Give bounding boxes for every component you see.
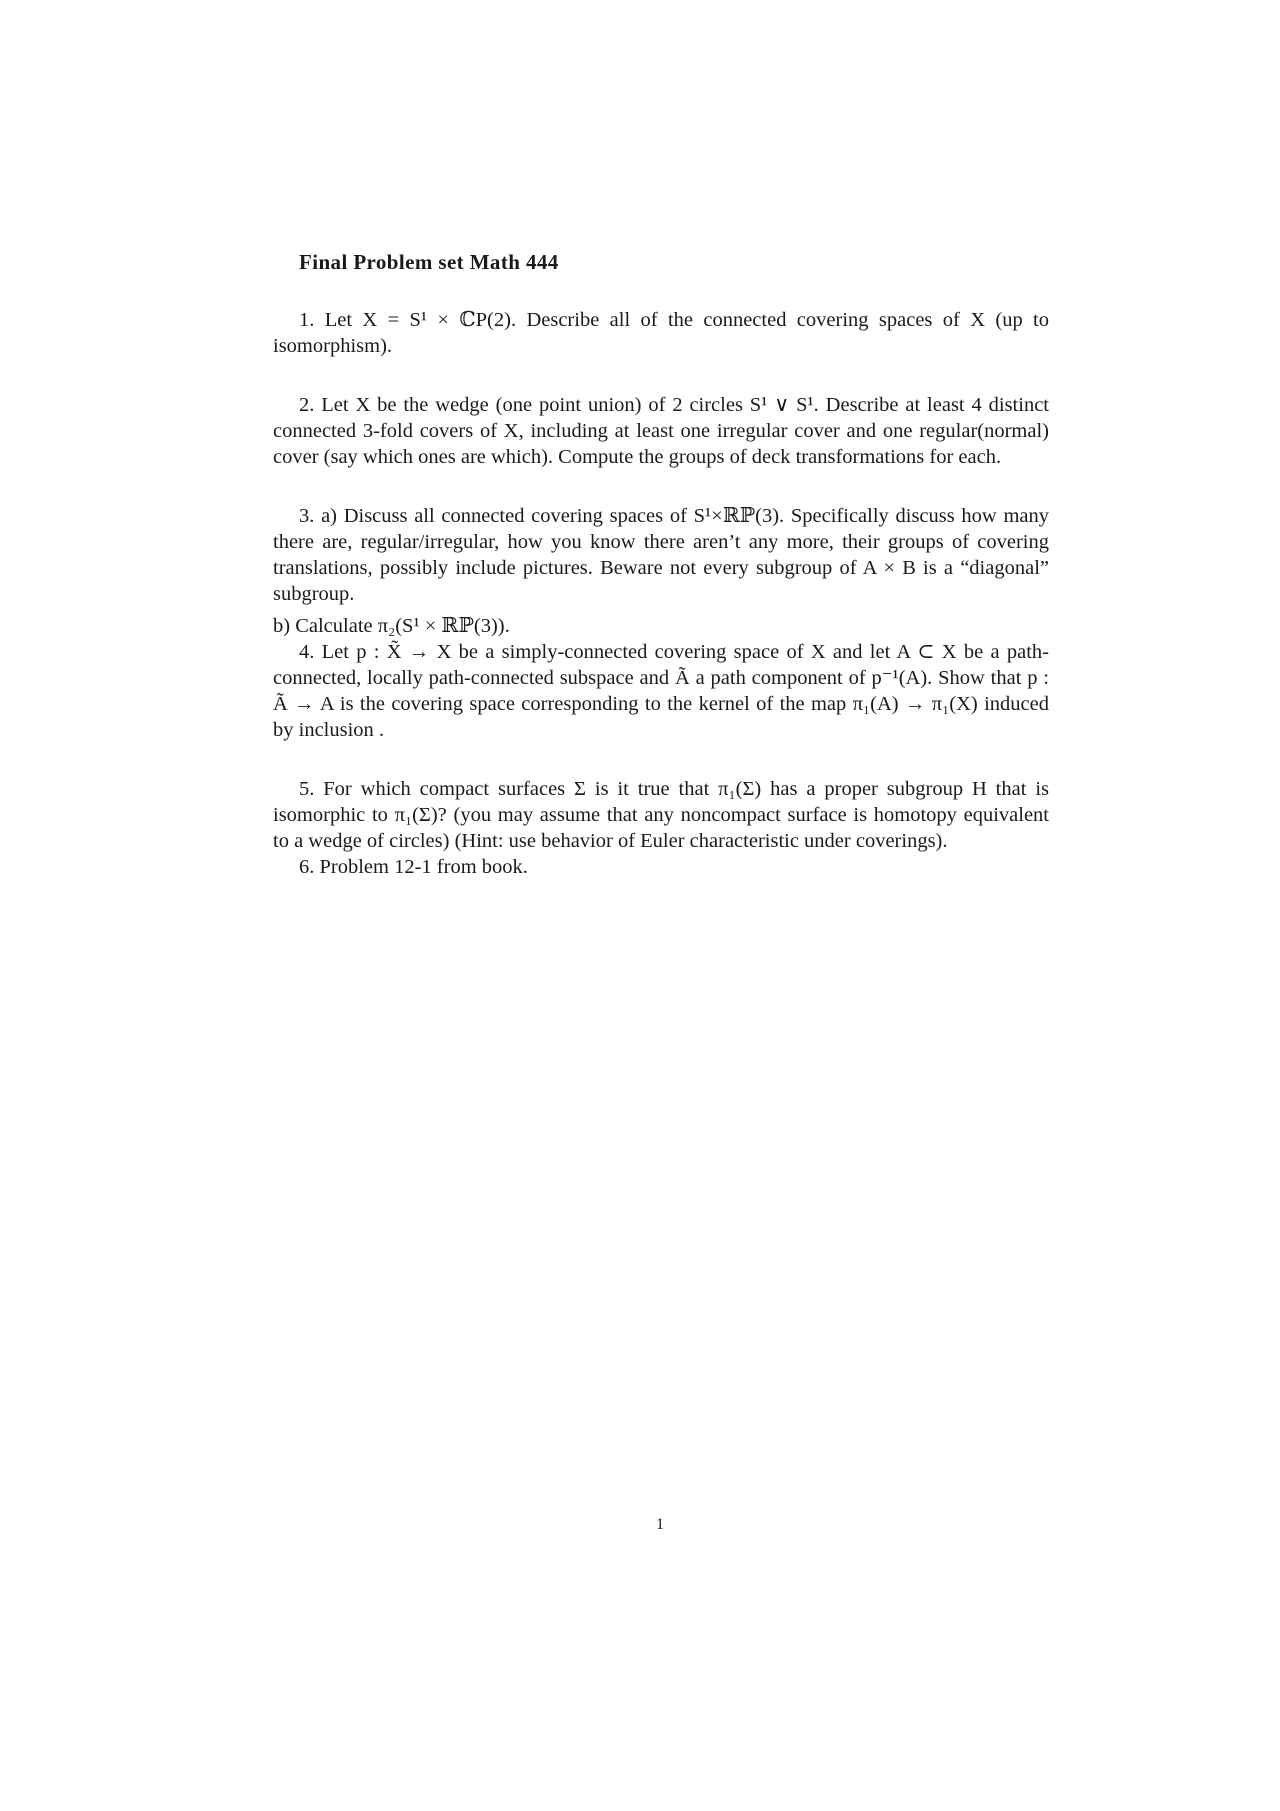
page-number: 1: [656, 1516, 664, 1533]
problem-3b: b) Calculate π₂(S¹ × ℝℙ(3)).: [273, 615, 510, 637]
problem-1: 1. Let X = S¹ × ℂP(2). Describe all of the connected covering spaces of X (up to isomorphism).: [273, 309, 1049, 357]
problem-4: 4. Let p : X̃ → X be a simply-connected covering space of X and let A ⊂ X be a path-connected, locally path-connected subspace and Ã a path component of p⁻¹(A). Show that p : Ã → A is the covering space corresponding to the kernel of the map π₁(A) → π₁(X) induced by inclusion .: [273, 641, 1049, 741]
problem-6: 6. Problem 12-1 from book.: [299, 856, 528, 878]
problem-5: 5. For which compact surfaces Σ is it true that π₁(Σ) has a proper subgroup H that is isomorphic to π₁(Σ)? (you may assume that any noncompact surface is homotopy equivalent to a wedge of circles) (Hint: use behavior of Euler characteristic under coverings).: [273, 778, 1049, 852]
problem-3a: 3. a) Discuss all connected covering spaces of S¹×ℝℙ(3). Specifically discuss how many there are, regular/irregular, how you know there aren’t any more, their groups of covering translations, possibly include pictures. Beware not every subgroup of A × B is a “diagonal” subgroup.: [273, 505, 1049, 605]
document-title: Final Problem set Math 444: [299, 250, 559, 274]
problem-2: 2. Let X be the wedge (one point union) of 2 circles S¹ ∨ S¹. Describe at least 4 distinct connected 3-fold covers of X, including at least one irregular cover and one regular(normal) cover (say which ones are which). Compute the groups of deck transformations for each.: [273, 394, 1049, 468]
problem-list: [273, 307, 1049, 880]
